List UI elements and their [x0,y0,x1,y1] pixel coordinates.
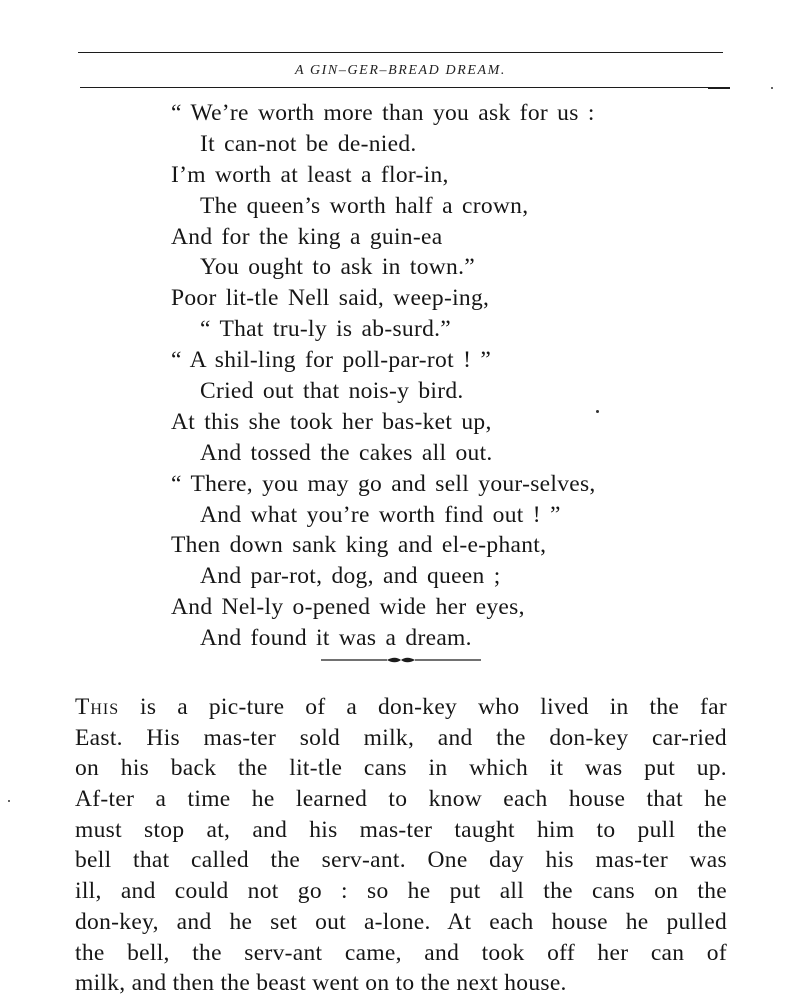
prose-line [75,692,727,723]
poem-line: And Nel-ly o-pened wide her eyes, [171,594,525,621]
poem-line: And par-rot, dog, and queen ; [200,563,501,590]
prose-paragraph [75,692,727,999]
prose-line: don-key, and he set out a-lone. At each house he pulled [75,908,727,935]
poem-line: And found it was a dream. [200,625,472,652]
poem-line: It can-not be de-nied. [200,130,417,157]
prose-first-word: This [75,694,120,720]
poem-line: The queen’s worth half a crown, [200,192,529,219]
poem-line: Then down sank king and el-e-phant, [171,532,547,559]
poem-line: “ That tru-ly is ab-surd.” [200,316,452,343]
divider-flourish [387,658,415,663]
prose-line: the bell, the serv-ant came, and took off her can of [75,939,727,966]
header-rule-tick [708,87,730,89]
print-speck [771,87,773,89]
poem-line: “ There, you may go and sell your-selves, [171,470,596,497]
prose-line: milk, and then the beast went on to the next house. [75,970,567,997]
header-rule-bottom [80,87,725,88]
poem-line: And for the king a guin-ea [171,223,443,250]
poem-line: “ A shil-ling for poll-par-rot ! ” [171,347,492,374]
running-head: A GIN–GER–BREAD DREAM. [294,63,507,78]
poem-stanza [171,98,731,654]
poem-line: And what you’re worth find out ! ” [200,501,561,528]
poem-line: Poor lit-tle Nell said, weep-ing, [171,285,490,312]
print-speck [596,410,599,413]
prose-line: on his back the lit-tle cans in which it was put up. [75,755,727,782]
prose-line: must stop at, and his mas-ter taught him to pull the [75,816,727,843]
poem-line: At this she took her bas-ket up, [171,408,492,435]
poem-line: I’m worth at least a flor-in, [171,161,449,188]
header-rule-top [78,52,723,53]
poem-line: “ We’re worth more than you ask for us : [171,100,595,126]
prose-line-text: is a pic-ture of a don-key who lived in the far [119,694,727,720]
poem-line: And tossed the cakes all out. [200,439,493,466]
section-divider-ornament [321,654,481,666]
poem-line: Cried out that nois-y bird. [200,378,464,405]
prose-line: East. His mas-ter sold milk, and the don-key car-ried [75,724,727,751]
prose-line: bell that called the serv-ant. One day his mas-ter was [75,847,727,874]
prose-line: Af-ter a time he learned to know each house that he [75,786,727,813]
prose-line: ill, and could not go : so he put all the cans on the [75,878,727,905]
print-speck [8,800,10,802]
poem-line: You ought to ask in town.” [200,254,476,281]
